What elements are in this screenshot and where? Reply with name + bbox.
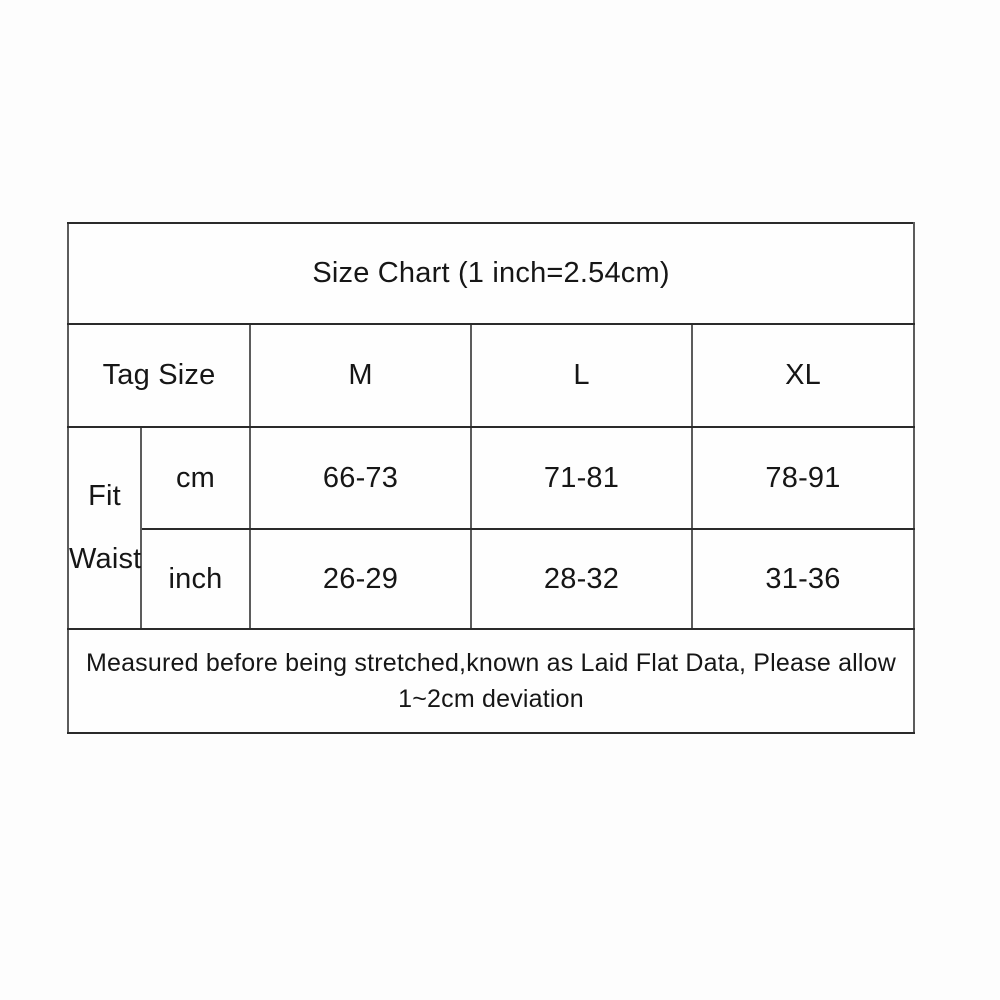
value-cell-inch-m: [250, 529, 471, 629]
measurement-note: [68, 629, 914, 733]
inch-row: [68, 529, 914, 629]
value-inch-m: 26-29: [322, 562, 399, 595]
fit-waist-line2: Waist: [69, 543, 142, 575]
note-line1: Measured before being stretched,known as Laid Flat Data, Please allow: [85, 649, 897, 677]
unit-cell-inch: [141, 529, 250, 629]
value-inch-xl: 31-36: [765, 562, 841, 595]
value-inch-l: 28-32: [543, 562, 620, 595]
unit-cell-cm: [141, 427, 250, 529]
value-cm-l: 71-81: [543, 461, 620, 494]
size-header-m: [250, 324, 471, 427]
unit-label-cm: cm: [175, 461, 216, 494]
title-row: [68, 223, 914, 324]
chart-title-text: Size Chart (1 inch=2.54cm): [312, 257, 670, 289]
tag-size-label: Tag Size: [102, 359, 216, 391]
value-cell-cm-m: [250, 427, 471, 529]
value-cell-inch-l: [471, 529, 692, 629]
size-label-xl: XL: [785, 359, 821, 391]
size-label-m: M: [348, 359, 373, 391]
size-header-xl: [692, 324, 914, 427]
value-cell-inch-xl: [692, 529, 914, 629]
value-cell-cm-xl: [692, 427, 914, 529]
value-cm-m: 66-73: [322, 461, 399, 494]
fit-waist-line1: Fit: [88, 480, 121, 512]
size-label-l: L: [573, 359, 590, 391]
tag-size-header: [68, 324, 250, 427]
value-cell-cm-l: [471, 427, 692, 529]
size-chart-table: [67, 222, 915, 734]
note-line2: 1~2cm deviation: [398, 685, 584, 713]
header-row: [68, 324, 914, 427]
chart-title: [68, 223, 914, 324]
note-row: [68, 629, 914, 733]
unit-label-inch: inch: [168, 562, 223, 595]
value-cm-xl: 78-91: [765, 461, 841, 494]
size-header-l: [471, 324, 692, 427]
fit-waist-cell: [68, 427, 141, 629]
cm-row: [68, 427, 914, 529]
